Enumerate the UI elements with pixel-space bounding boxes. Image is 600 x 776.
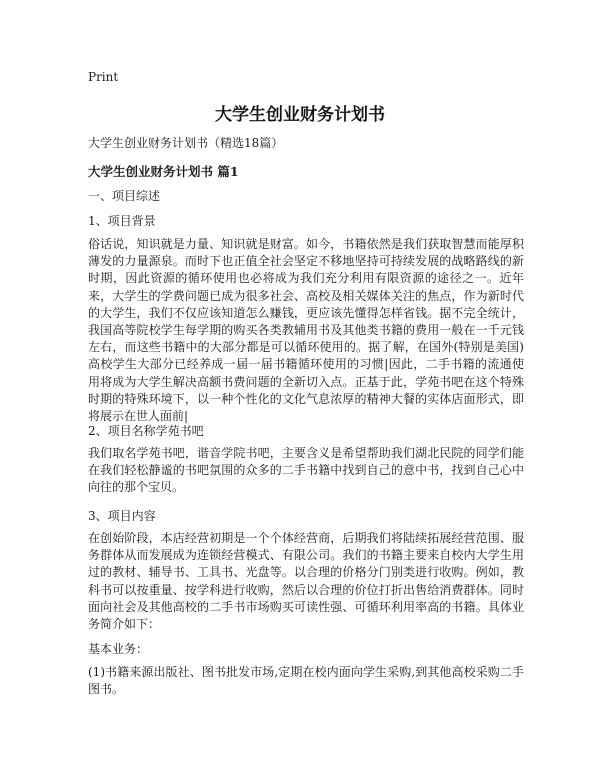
heading-overview: 一、项目综述 — [88, 189, 161, 203]
heading-project-content: 3、项目内容 — [88, 509, 156, 523]
page-title: 大学生创业财务计划书 — [215, 105, 385, 125]
paragraph-project-content: 在创始阶段，本店经营初期是一个个体经营商，后期我们将陆续拓展经营范围、服务群体从而发展成为连锁经营模式、有限公司。我们的书籍主要来自校内大学生用过的教材、辅导书、工具书、光盘等。以合理的价格分门别类进行收购。例如，教科书可以按重量、按学科进行收购，然后以合理的价位打折出售给消费群体。同时面向社会及其他高校的二手书市场购买可读性强、可循环利用率高的书籍。具体业务简介如下： — [88, 531, 524, 632]
subtitle: 大学生创业财务计划书（精选18篇） — [88, 136, 284, 150]
paragraph-background: 俗话说，知识就是力量、知识就是财富。如今，书籍依然是我们获取智慧而能厚积薄发的力量源泉。而时下也正值全社会坚定不移地坚持可持续发展的战略路线的新时期，因此资源的循环使用也必将成为我们充分利用有限资源的途径之一。近年来，大学生的学费问题已成为很多社会、高校及相关媒体关注的焦点，作为新时代的大学生，我们不仅应该知道怎么赚钱，更应该先懂得怎样省钱。据不完全统计，我国高等院校学生每学期的购买各类教辅用书及其他类书籍的费用一般在一千元钱左右，而这些书籍中的大部分都是可以循环使用的。据了解，在国外(特别是美国)高校学生大部分已经养成一届一届书籍循环使用的习惯|因此，二手书籍的流通使用将成为大学生解决高额书费问题的全新切入点。正基于此，学苑书吧在这个特殊时期的特殊环境下，以一种个性化的文化气息浓厚的精神大餐的实体店面形式，即将展示在世人面前| — [88, 237, 524, 424]
print-label: Print — [88, 70, 119, 84]
heading-background: 1、项目背景 — [88, 214, 156, 228]
heading-project-name: 2、项目名称学苑书吧 — [88, 424, 204, 438]
paragraph-basic-business: (1)书籍来源出版社、图书批发市场,定期在校内面向学生采购,到其他高校采购二手图书。 — [88, 665, 524, 697]
basic-business-label: 基本业务： — [88, 642, 149, 656]
paragraph-project-name: 我们取名学苑书吧，谐音学院书吧，主要含义是希望帮助我们湖北民院的同学们能在我们轻松静谧的书吧氛围的众多的二手书籍中找到自己的意中书，找到自己心中向往的那个宝贝。 — [88, 446, 524, 495]
section-title: 大学生创业财务计划书 篇1 — [88, 164, 239, 179]
